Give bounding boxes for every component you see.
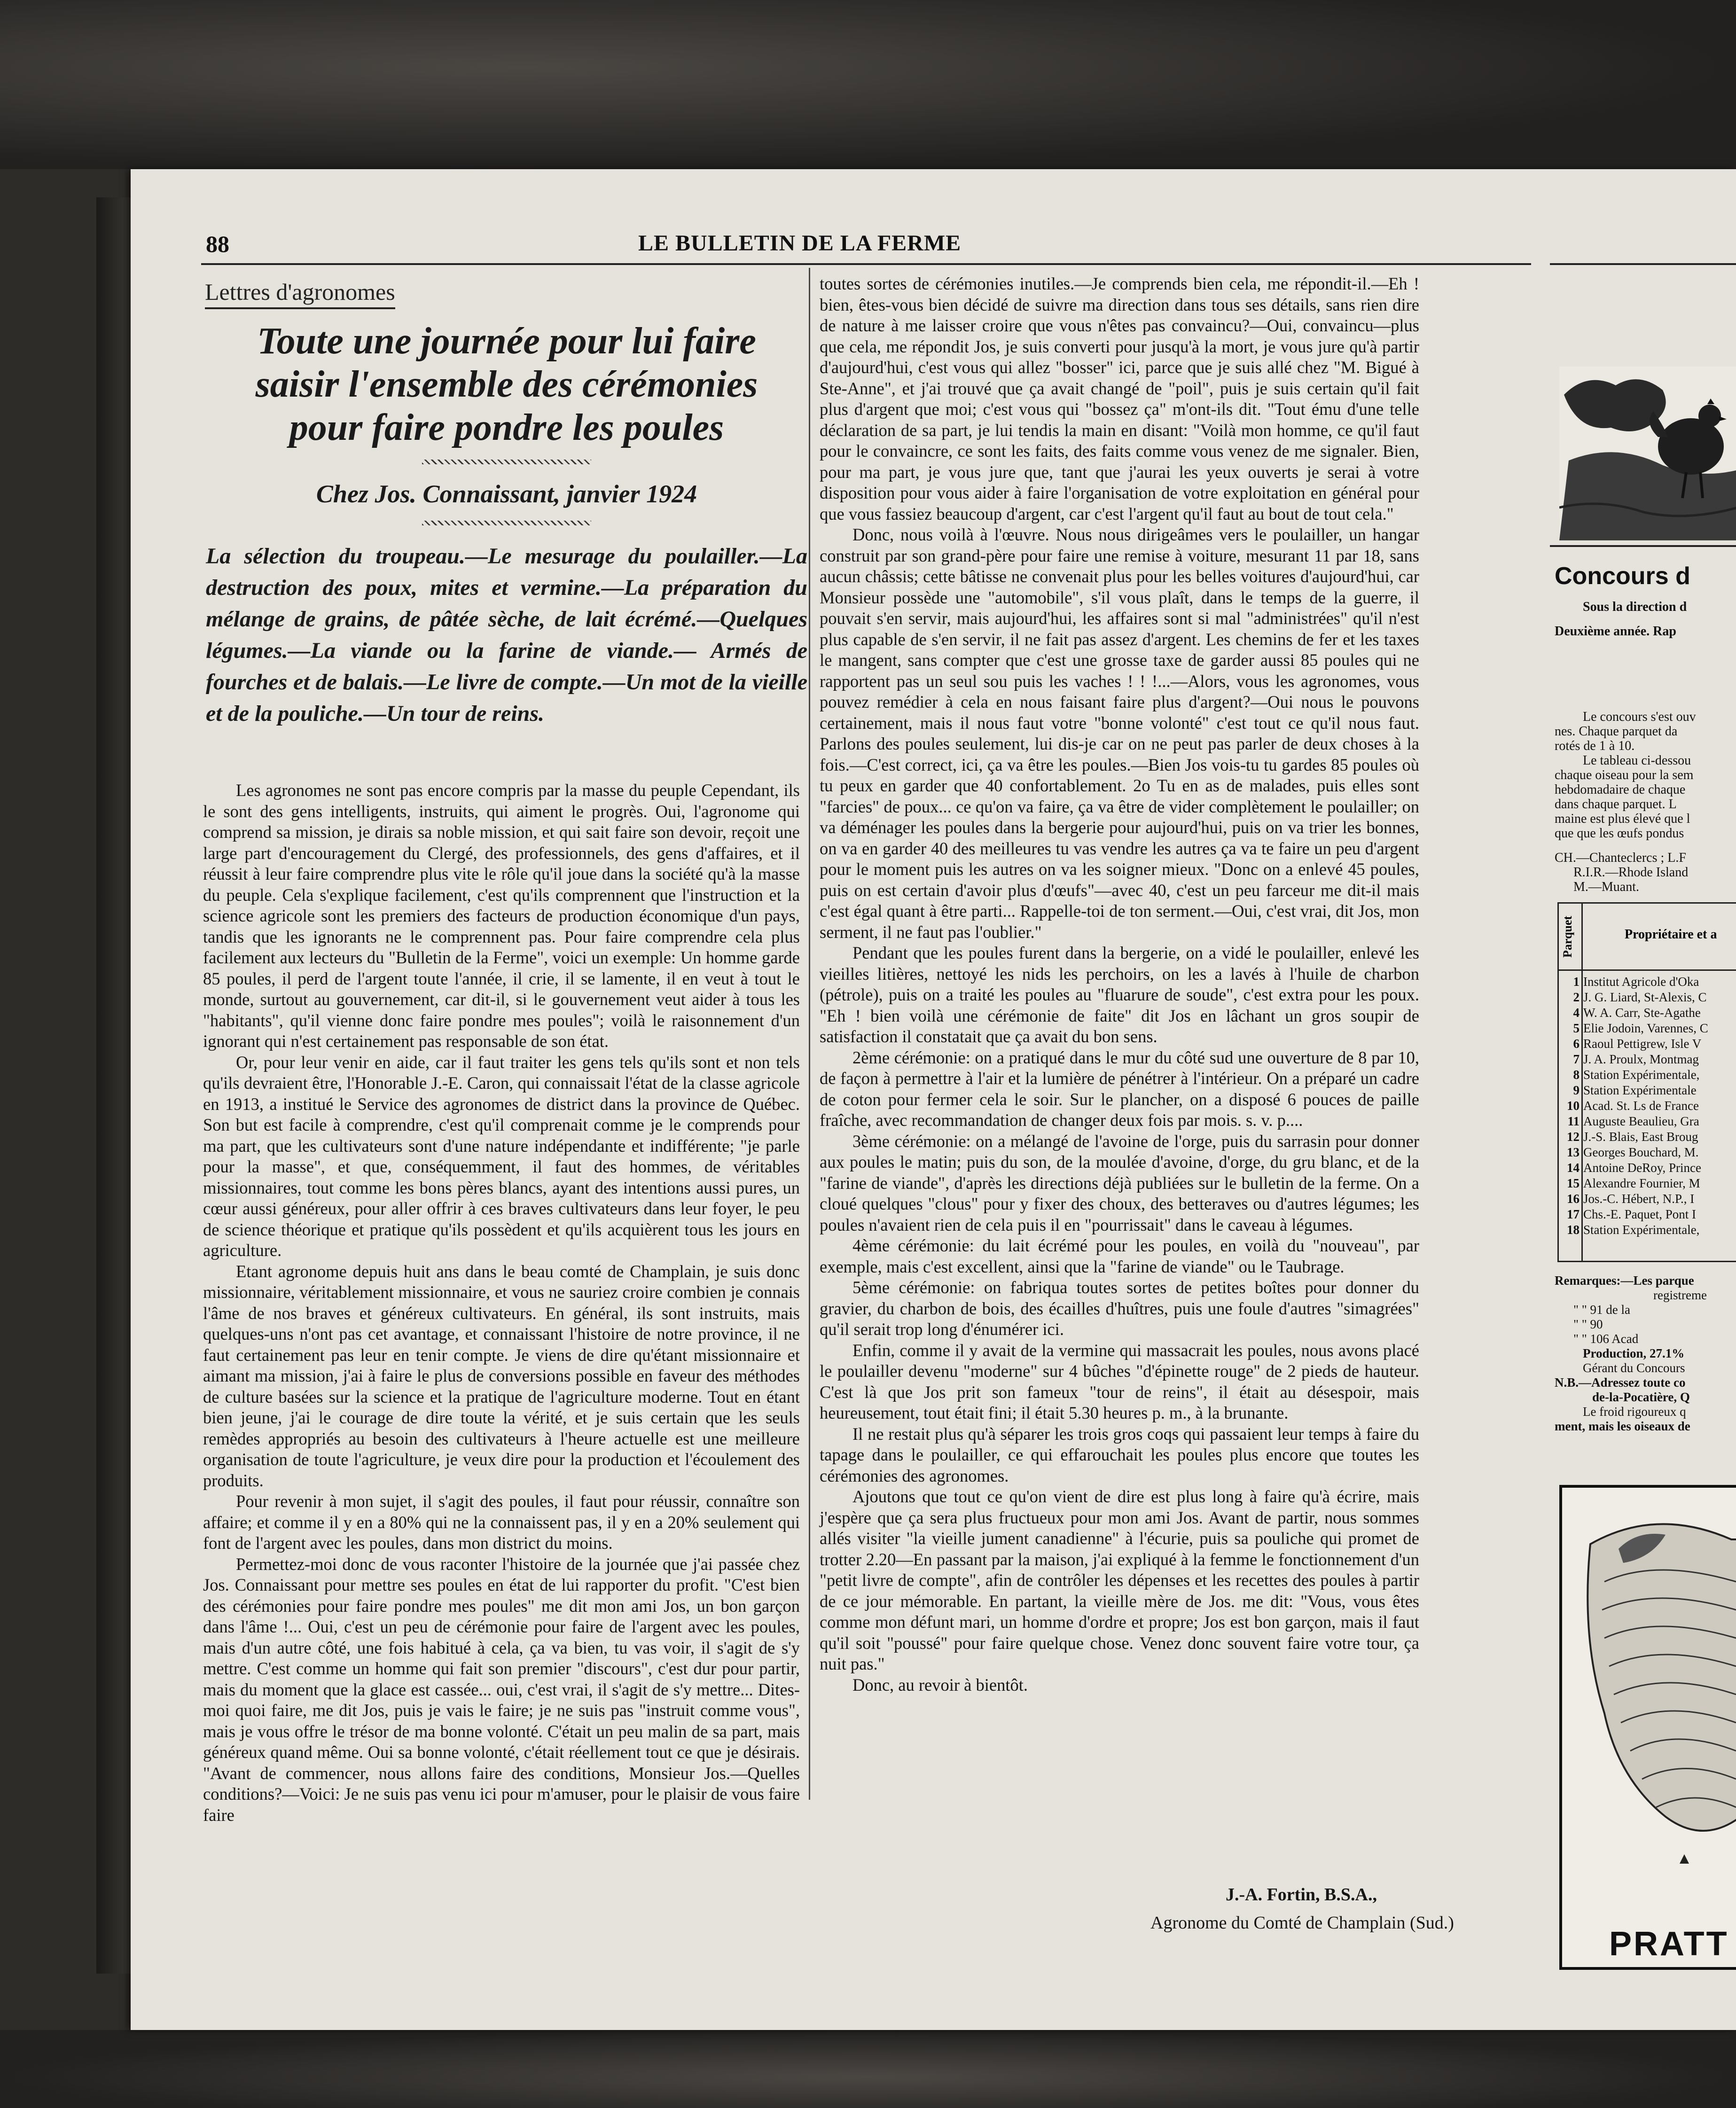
table-row <box>1559 990 1736 1005</box>
paragraph: Enfin, comme il y avait de la vermine qui massacrait les poules, nous avons placé le poulailler devenu "moderne" sur 4 bûches "d'épinette rouge" de 2 pieds de hauteur. C'est là que Jos prit son fameux "tour de reins", il était au désespoir, mais heureusement, tout était fini; il était 5.30 heures p. m., à la brunante. <box>820 1340 1419 1422</box>
table-row <box>1559 1114 1736 1129</box>
headline <box>201 320 812 449</box>
wavy-divider-1 <box>422 460 591 464</box>
scan-background-bottom <box>0 2030 1736 2108</box>
table-row <box>1559 1191 1736 1207</box>
table-row <box>1559 1052 1736 1067</box>
table-row <box>1559 974 1736 990</box>
table-rows <box>1559 974 1736 1238</box>
remarks-line: de-la-Pocatière, Q <box>1592 1390 1690 1404</box>
table-row <box>1559 1021 1736 1036</box>
owner-name: Chs.-E. Paquet, Pont I <box>1583 1207 1696 1221</box>
remarks-line: Production, 27.1% <box>1583 1346 1685 1360</box>
newspaper-page <box>131 169 1736 2030</box>
parquet-number: 12 <box>1567 1130 1580 1144</box>
table-row <box>1559 1222 1736 1238</box>
breed-legend <box>1555 851 1688 894</box>
table-row <box>1559 1160 1736 1176</box>
owner-name: Raoul Pettigrew, Isle V <box>1583 1037 1702 1051</box>
intro-line: Le concours s'est ouv <box>1583 710 1696 724</box>
paragraph: 5ème cérémonie: on fabriqua toutes sortes de petites boîtes pour donner du gravier, du charbon de bois, des écailles d'huîtres, puis une foule d'autres "simagrées" qu'il serait trop long d'énumérer ici. <box>820 1278 1419 1339</box>
parquet-number: 4 <box>1573 1006 1580 1020</box>
legend-line: CH.—Chanteclercs ; L.F <box>1555 851 1686 865</box>
remarks-line: N.B.—Adressez toute co <box>1555 1375 1686 1390</box>
headline-line-1: Toute une journée pour lui faire <box>257 320 756 362</box>
parquet-number: 10 <box>1567 1099 1580 1113</box>
dateline: Chez Jos. Connaissant, janvier 1924 <box>316 480 697 508</box>
table-row <box>1559 1005 1736 1021</box>
paragraph: 2ème cérémonie: on a pratiqué dans le mur du côté sud une ouverture de 8 par 10, de façon à permettre à l'air et la lumière de pénétrer à l'intérieur. On a préparé un cadre de coton pour fermer cela le soir. Sur le plancher, on a disposé 6 pouces de paille fraîche, avec recommandation de changer deux fois par mois. s. v. p.... <box>820 1047 1419 1130</box>
intro-line: chaque oiseau pour la sem <box>1555 768 1694 782</box>
parquet-number: 15 <box>1567 1176 1580 1190</box>
column-header-parquet: Parquet <box>1561 915 1574 958</box>
remarks-line: registreme <box>1653 1288 1707 1302</box>
owner-name: J. G. Liard, St-Alexis, C <box>1583 990 1707 1004</box>
scan-background-top <box>0 0 1736 169</box>
paragraph: Donc, nous voilà à l'œuvre. Nous nous dirigeâmes vers le poulailler, un hangar construit par son grand-père pour faire une remise à voiture, mesurant 11 par 18, sans aucun châssis; cette bâtisse ne convenait plus pour les belles voitures d'aujourd'hui, car Monsieur possède une "automobile", s'il vous plaît, dans le temps de la guerre, il pouvait s'en servir, mais aujourd'hui, les affaires sont si mal "administrées" qu'il n'est plus capable de s'en servir, il ne fait pas assez d'argent. Les chemins de fer et les taxes le mangent, sans compter que c'est une grosse taxe de garder aussi 85 poules qui ne rapportent pas un seul sou puis les vaches ! ! !...—Alors, vous les agronomes, vous pouvez remédier à cela en nous faisant faire plus d'argent?—Oui nous le pouvons certainement, mais il nous faut votre "bonne volonté" c'est tout ce qu'il nous faut. Parlons des poules seulement, lui dis-je car on ne peut pas parler de deux choses à la fois.—C'est correct, ici, ça va être les poules.—Bien Jos vois-tu tu gardes 85 poules où tu peux en garder que 40 confortablement. 2o Tu en as de malades, puis elles sont "farcies" de poux... ce qu'on va faire, ça va être de vider complètement le poulailler; on va déménager les poules dans la bergerie pour aujourd'hui, puis on va trier les bonnes, on va en garder 40 des meilleures tu vas vendre les autres ça va te faire un peu d'argent pour le moment puis les autres on va les soigner mieux. "Donc on a enlevé 45 poules, puis on est certain d'avoir plus d'œufs"—avec 40, c'est un peu farceur me dit-il mais c'est égal quant à être parti... Rappelle-toi de ton serment.—Oui, c'est vrai, dit Jos, mon serment, il ne faut pas l'oublier." <box>820 525 1419 942</box>
owner-name: Jos.-C. Hébert, N.P., I <box>1583 1192 1695 1206</box>
advertisement <box>1559 1485 1736 1970</box>
remarks-line: " " 91 de la <box>1573 1303 1631 1317</box>
intro-line: nes. Chaque parquet da <box>1555 724 1678 739</box>
table-row <box>1559 1098 1736 1114</box>
parquet-number: 16 <box>1567 1192 1580 1206</box>
results-table <box>1557 902 1736 1262</box>
intro-line: rotés de 1 à 10. <box>1555 739 1635 753</box>
hen-illustration-svg <box>1559 367 1736 540</box>
headline-line-3: pour faire pondre les poules <box>289 407 724 448</box>
parquet-number: 1 <box>1573 975 1580 989</box>
parquet-number: 13 <box>1567 1145 1580 1159</box>
eagle-illustration <box>1562 1488 1736 1967</box>
paragraph: Pendant que les poules furent dans la bergerie, on a vidé le poulailler, enlevé les vieilles litières, nettoyé les nids les perchoirs, on les a lavés à l'huile de charbon (pétrole), puis on a traité les poules au "fluarure de soude", c'est extra pour les poux. "Eh ! bien voilà une cérémonie de faite" dit Jos en lâchant un gros soupir de satisfaction il constatait que ça avait du bon sens. <box>820 943 1419 1046</box>
paragraph: Permettez-moi donc de vous raconter l'histoire de la journée que j'ai passée chez Jos. Connaissant pour mettre ses poules en état de lui rapporter du profit. "C'est bien des cérémonies pour faire pondre mes poules" me dit mon ami Jos, un bon garçon dans l'âme !... Oui, c'est un peu de cérémonie pour faire de l'argent avec les poules, mais d'un autre côté, une fois habitué à cela, ça va bien, tu vas voir, il s'agit de s'y mettre. C'est comme un homme qui fait son premier "discours", c'est dur pour partir, mais du moment que la glace est cassée... oui, c'est vrai, il s'agit de s'y mettre... Dites-moi quoi faire, me dit Jos, puis je vais le faire; je ne suis pas "instruit comme vous", mais je vous offre le trésor de ma bonne volonté. C'était un peu malin de sa part, mais généreux quand même. Oui sa bonne volonté, c'était réellement tout ce que je désirais. "Avant de commencer, nous allons faire des conditions, Monsieur Jos.—Quelles conditions?—Voici: Je ne suis pas venu ici pour m'amuser, pour le plaisir de vous faire faire <box>203 1554 800 1825</box>
paragraph: Ajoutons que tout ce qu'on vient de dire est plus long à faire qu'à écrire, mais j'espère que ça sera plus fructueux pour mon ami Jos. Avant de partir, nous sommes allés visiter "la vieille jument canadienne" à l'écurie, puis sa pouliche qui promet de trotter 2.20—En passant par la maison, j'ai expliqué à la femme le fonctionnement d'un "petit livre de compte", afin de contrôler les dépenses et les recettes des poules à partir de ce jour mémorable. En partant, la vieille mère de Jos. me dit: "Vous, vous êtes comme mon défunt mari, un homme d'ordre et propre; Jos est bon garçon, mais il faut qu'il soit "poussé" pour faire quelque chose. Venez donc souvent faire votre tour, ça nuit pas." <box>820 1487 1419 1673</box>
paragraph: Pour revenir à mon sujet, il s'agit des poules, il faut pour réussir, connaître son affaire; et comme il y en a 80% qui ne la connaissent pas, il y en a 20% seulement qui font de l'argent avec les poules, dans mon district du moins. <box>203 1491 800 1553</box>
column-header-owner: Propriétaire et a <box>1625 927 1717 942</box>
contest-subtitle: Sous la direction d <box>1583 600 1687 614</box>
intro-line: dans chaque parquet. L <box>1555 797 1677 812</box>
remarks-line: ment, mais les oiseaux de <box>1555 1419 1690 1433</box>
hen-illustration <box>1559 367 1736 540</box>
article-column-1 <box>203 780 800 1826</box>
paragraph: Etant agronome depuis huit ans dans le beau comté de Champlain, je suis donc missionnaire, véritablement missionnaire, et vous ne sauriez croire combien je connais l'âme de nos braves et généreux cultivateurs. En général, ils sont instruits, mais quelques-uns n'ont pas cet avantage, et connaissant l'histoire de notre province, il ne faut certainement pas leur en tenir compte. Je viens de dire qu'étant missionnaire et aimant ma mission, j'ai à faire le plus de conversions possible en faveur des méthodes de culture basées sur la science et la pratique de l'agriculture moderne. Tout en étant bien jeune, j'ai le courage de dire toute la vérité, et je suis certain que les seuls remèdes appropriés au besoin des cultivateurs à l'heure actuelle est une meilleure organisation de toute l'agriculture, je veux dire pour la production et l'écoulement des produits. <box>203 1261 800 1490</box>
table-header <box>1559 904 1736 971</box>
owner-name: Station Expérimentale <box>1583 1083 1697 1097</box>
intro-line: que que les œufs pondus <box>1555 826 1684 841</box>
owner-name: Elie Jodoin, Varennes, C <box>1583 1021 1708 1035</box>
parquet-number: 7 <box>1573 1052 1580 1066</box>
paragraph: Donc, au revoir à bientôt. <box>852 1675 1028 1694</box>
owner-name: Institut Agricole d'Oka <box>1583 975 1699 989</box>
parquet-number: 2 <box>1573 990 1580 1004</box>
owner-name: J. A. Proulx, Montmag <box>1583 1052 1699 1066</box>
article-summary: La sélection du troupeau.—Le mesurage du poulailler.—La destruction des poux, mites et vermine.—La préparation du mélange de grains, de pâtée sèche, de lait écrémé.—Quelques légumes.—La viande ou la farine de viande.— Armés de fourches et de balais.—Le livre de compte.—Un mot de la vieille et de la pouliche.—Un tour de reins. <box>206 544 807 726</box>
legend-line: M.—Muant. <box>1573 880 1639 894</box>
owner-name: Alexandre Fournier, M <box>1583 1176 1700 1190</box>
table-row <box>1559 1129 1736 1145</box>
table-row <box>1559 1083 1736 1098</box>
sidebar-top-rule <box>1550 263 1736 265</box>
parquet-number: 14 <box>1567 1161 1580 1175</box>
intro-line: maine est plus élevé que l <box>1555 812 1690 826</box>
table-row <box>1559 1036 1736 1052</box>
parquet-number: 11 <box>1567 1114 1580 1128</box>
owner-name: Auguste Beaulieu, Gra <box>1583 1114 1699 1128</box>
section-kicker: Lettres d'agronomes <box>205 278 395 309</box>
intro-line: hebdomadaire de chaque <box>1555 782 1686 797</box>
header-rule <box>201 263 1531 265</box>
paragraph: 3ème cérémonie: on a mélangé de l'avoine de l'orge, puis du sarrasin pour donner aux poules le matin; puis du son, de la moulée d'avoine, d'orge, du gru blanc, et de la "farine de viande", d'après les directions déjà publiées sur le bulletin de la ferme. On a cloué quelques "clous" pour y fixer des choux, des betteraves ou d'autres légumes; les poules n'avaient rien de cela puis il en "pourrissait" dans le caveau à légumes. <box>820 1131 1419 1234</box>
ad-brand: PRATT <box>1609 1925 1729 1963</box>
owner-name: W. A. Carr, Ste-Agathe <box>1583 1006 1701 1020</box>
running-head: LE BULLETIN DE LA FERME <box>638 231 962 256</box>
paragraph: Il ne restait plus qu'à séparer les trois gros coqs qui passaient leur temps à faire du tapage dans le poulailler, ce qui effarouchait les poules plus encore que toutes les cérémonies des agronomes. <box>820 1424 1419 1485</box>
remarks <box>1555 1273 1707 1434</box>
wavy-divider-2 <box>422 521 591 525</box>
contest-intro <box>1555 710 1696 841</box>
page-number: 88 <box>206 231 229 257</box>
parquet-number: 18 <box>1567 1223 1580 1237</box>
remarks-line: " " 90 <box>1573 1317 1603 1331</box>
paragraph: 4ème cérémonie: du lait écrémé pour les poules, en voilà du "nouveau", par exemple, mais c'est excellent, ainsi que la "farine de viande" ou le Taubrage. <box>820 1236 1419 1276</box>
remarks-line: Gérant du Concours <box>1583 1361 1685 1375</box>
parquet-number: 9 <box>1573 1083 1580 1097</box>
contest-title: Concours d <box>1555 562 1690 590</box>
intro-line: Le tableau ci-dessou <box>1583 753 1691 768</box>
contest-year: Deuxième année. Rap <box>1555 624 1676 639</box>
table-row <box>1559 1067 1736 1083</box>
table-row <box>1559 1176 1736 1191</box>
legend-line: R.I.R.—Rhode Island <box>1573 865 1689 880</box>
remarks-line: Remarques:—Les parque <box>1555 1273 1694 1288</box>
paragraph: toutes sortes de cérémonies inutiles.—Je comprends bien cela, me répondit-il.—Eh ! bien, êtes-vous bien décidé de suivre ma direction dans tous ses détails, sans rien dire de nature à me laisser croire que vous n'êtes pas convaincu?—Oui, convaincu—plus que cela, me répondit Jos, je suis converti pour jusqu'à la mort, je vous jure qu'à partir d'aujourd'hui, c'est vous qui allez "bosser" ici, parce que je suis allé chez "M. Bigué à Ste-Anne", et j'ai trouvé que ça avait changé de "poil", puis je suis certain qu'il fait plus d'argent que moi; c'est vous qui "bossez ça" m'ont-ils dit. "Tout ému d'une telle déclaration de sa part, je lui tendis la main en disant: "Voilà mon homme, ce qu'il faut pour le convaincre, ce sont les faits, des faits comme vous venez de me signaler. Bien, pour ma part, je vous jure que, tant que j'aurai les yeux ouverts je serai à votre disposition pour vous aider à faire l'organisation de votre exploitation en général pour que vous fassiez beaucoup d'argent, car c'est l'argent qu'il faut au bout de tout cela." <box>820 274 1419 523</box>
sidebar-contest <box>1550 263 1736 2030</box>
column-rule <box>809 268 810 1800</box>
parquet-number: 17 <box>1567 1207 1580 1221</box>
sidebar-illustration-rule <box>1550 545 1736 547</box>
owner-name: Station Expérimentale, <box>1583 1223 1700 1237</box>
remarks-line: Le froid rigoureux q <box>1583 1405 1686 1419</box>
headline-line-2: saisir l'ensemble des cérémonies <box>255 364 758 405</box>
parquet-number: 5 <box>1573 1021 1580 1035</box>
owner-name: Georges Bouchard, M. <box>1583 1145 1699 1159</box>
parquet-number: 8 <box>1573 1068 1580 1082</box>
parquet-number: 6 <box>1573 1037 1580 1051</box>
article-column-2 <box>820 273 1419 1695</box>
author-signature: J.-A. Fortin, B.S.A., <box>1226 1885 1377 1905</box>
page-edge-shadow <box>96 197 134 1974</box>
table-row <box>1559 1145 1736 1160</box>
owner-name: J.-S. Blais, East Broug <box>1583 1130 1698 1144</box>
author-title: Agronome du Comté de Champlain (Sud.) <box>1150 1913 1454 1933</box>
remarks-line: " " 106 Acad <box>1573 1332 1639 1346</box>
owner-name: Antoine DeRoy, Prince <box>1583 1161 1701 1175</box>
paragraph: Les agronomes ne sont pas encore compris par la masse du peuple Cependant, ils le sont des gens intelligents, instruits, qui aiment le progrès. Oui, l'agronome qui comprend sa mission, je dirais sa noble mission, et qui sait faire son devoir, reçoit une large part d'encouragement du Clergé, des professionnels, des gens d'affaires, et il réussit à leur faire comprendre plus vite le rôle qu'il joue dans la société qu'à la masse du peuple. Cela s'explique facilement, c'est qu'ils comprennent que l'instruction et la science agricole sont les premiers des facteurs de production économique d'un pays, tandis que les ignorants ne le comprennent pas. Pour faire comprendre cela plus facilement aux lecteurs du "Bulletin de la Ferme", voici un exemple: Un homme garde 85 poules, il perd de l'argent toute l'année, il crie, il se lamente, il en veut à tout le monde, surtout au gouvernement, car dit-il, si le gouvernement veut aider à tous les "habitants", qu'il vienne donc faire pondre mes poules"; voilà le raisonnement d'un ignorant qui n'est certainement pas responsable de son état. <box>203 781 800 1051</box>
paragraph: Or, pour leur venir en aide, car il faut traiter les gens tels qu'ils sont et non tels qu'ils devraient être, l'Honorable J.-E. Caron, qui connaissait l'état de la classe agricole en 1913, a institué le Service des agronomes de district dans la province de Québec. Son but est facile à comprendre, c'est qu'il comprenait comme je le comprends pour ma part, que les cultivateurs sont d'une nature indépendante et indifférente; "je parle pour la masse", et que, conséquemment, il faut des hommes, de véritables missionnaires, tout comme les bons pères blancs, ayant des intentions aussi pures, un cœur aussi généreux, pour aller offrir à ces braves cultivateurs dans leur foyer, le peu de science théorique et pratique qu'ils possèdent et qu'ils acquièrent tous les jours en agriculture. <box>203 1052 800 1260</box>
table-row <box>1559 1207 1736 1222</box>
owner-name: Station Expérimentale, <box>1583 1068 1700 1082</box>
owner-name: Acad. St. Ls de France <box>1583 1099 1699 1113</box>
